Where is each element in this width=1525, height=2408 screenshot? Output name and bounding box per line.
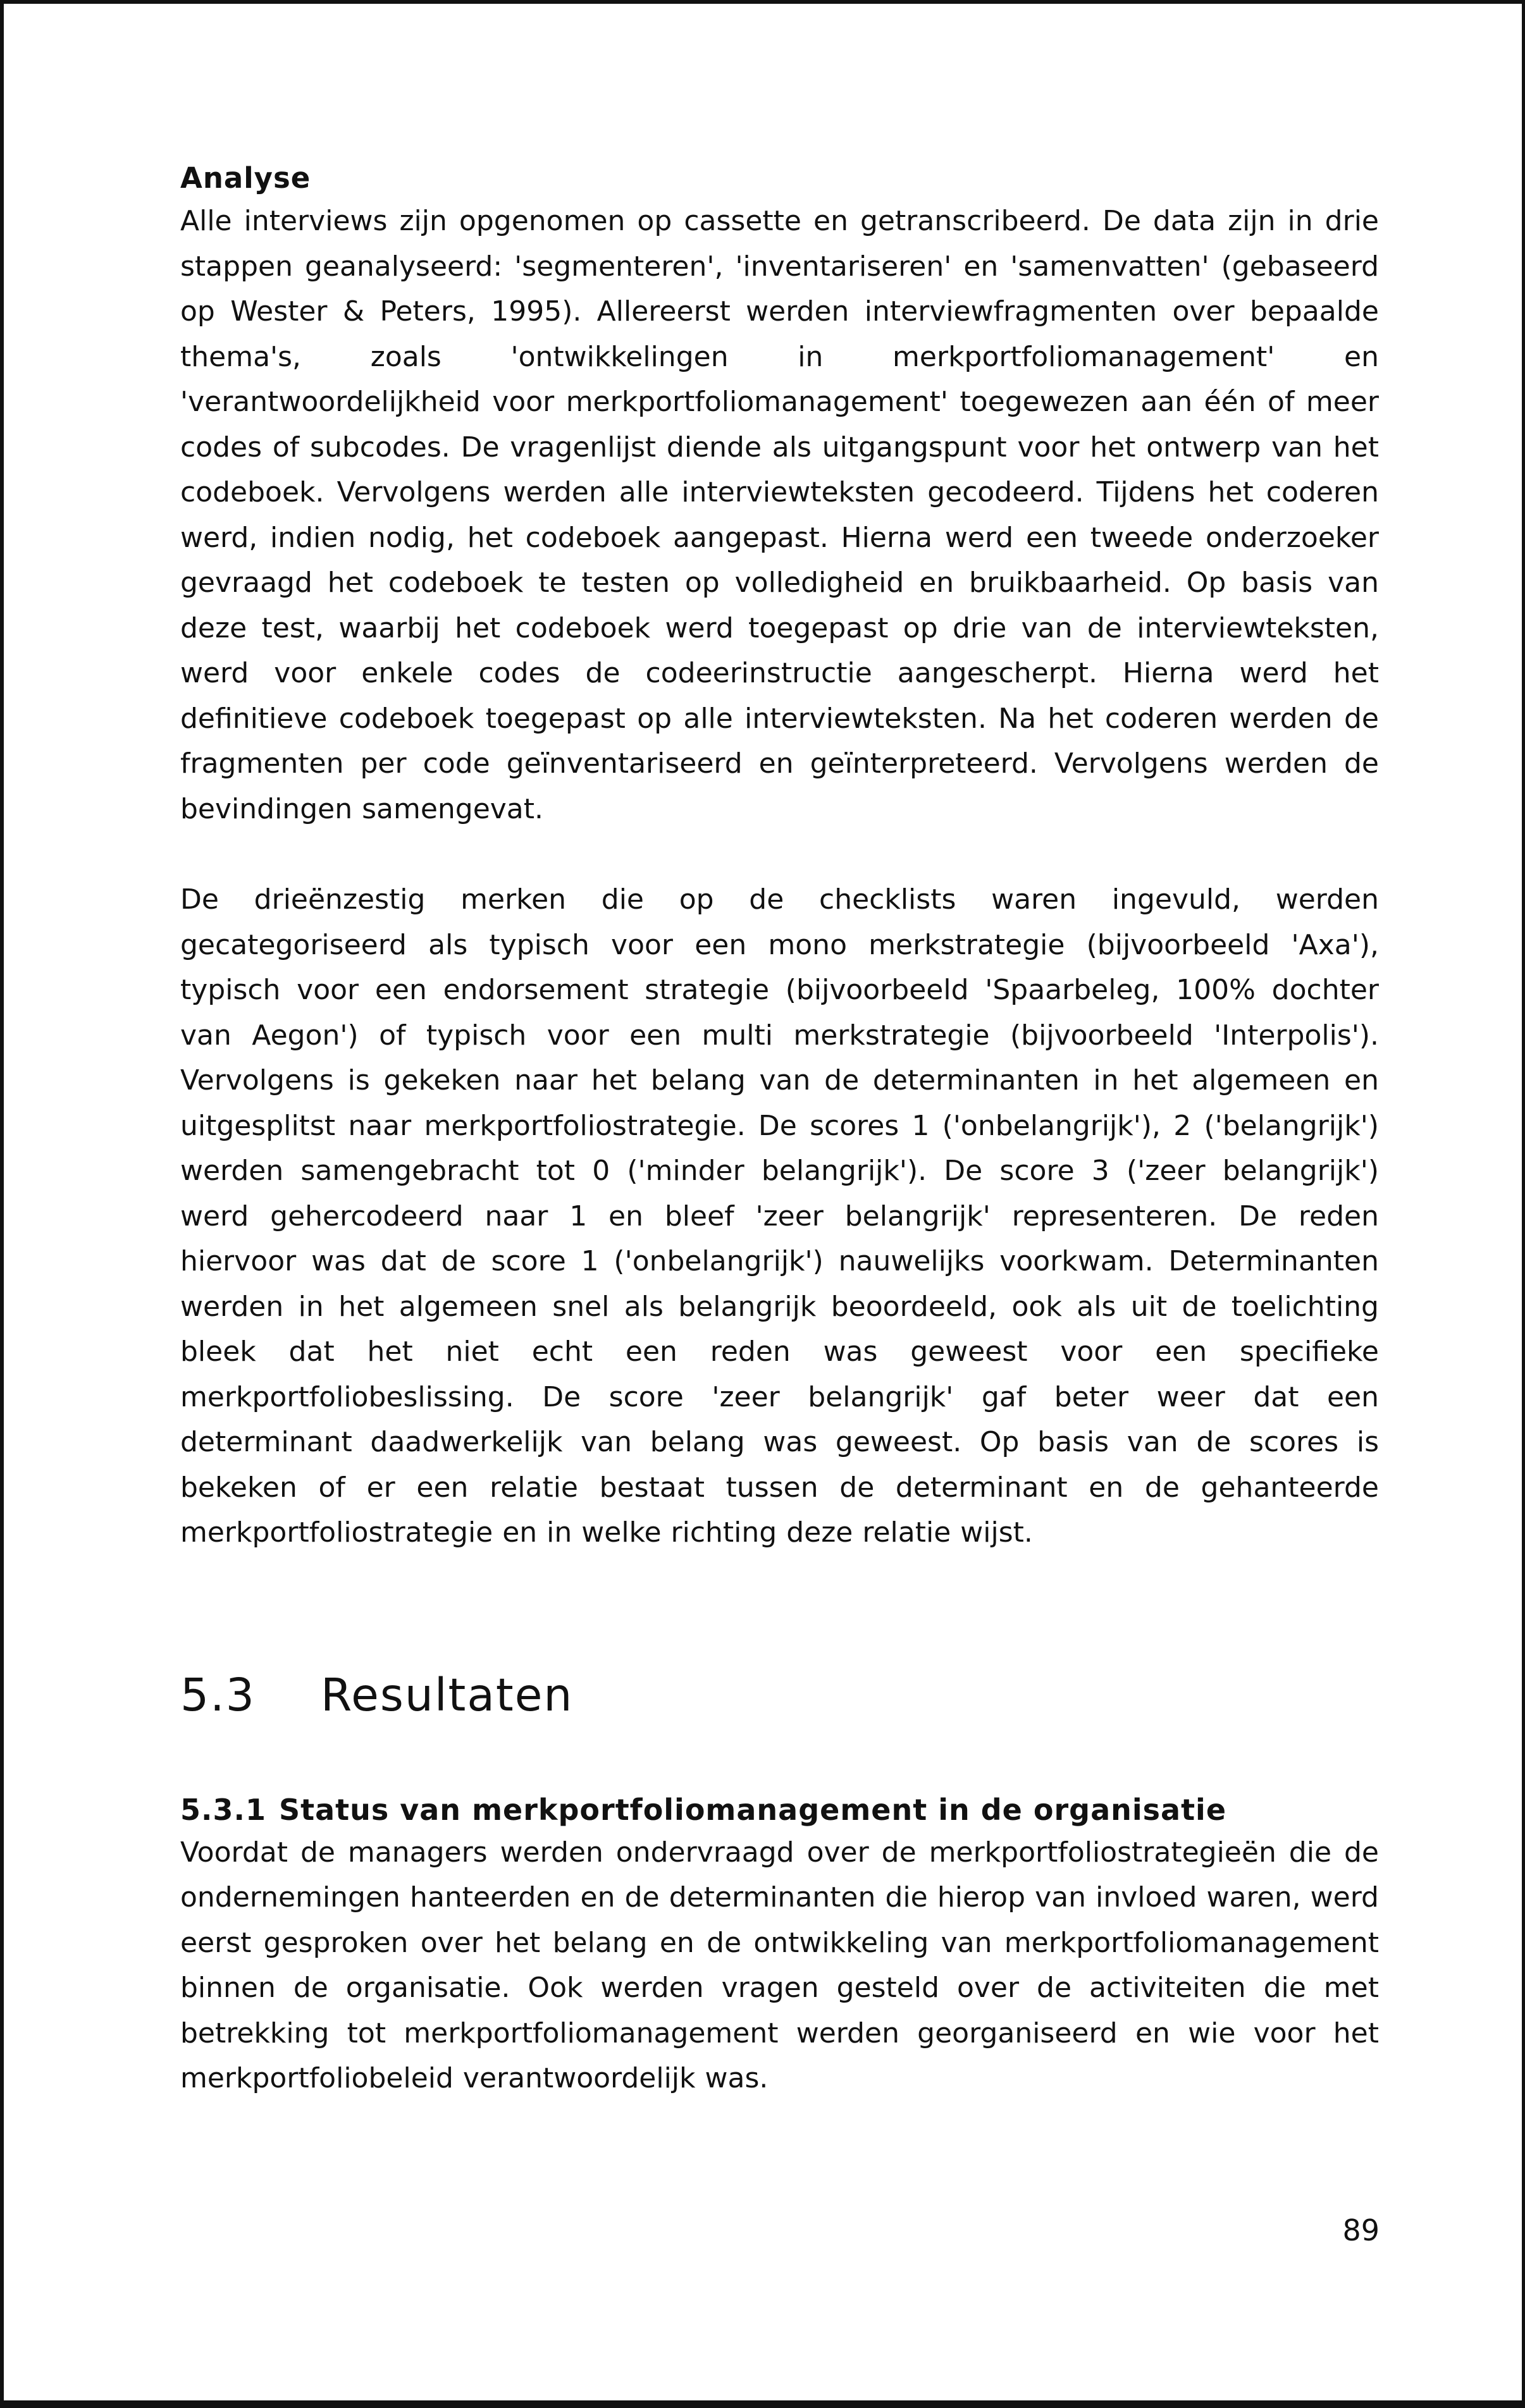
section-number: 5.3 (180, 1668, 256, 1721)
paragraph-spacer (180, 832, 1379, 877)
subsection-title: Status van merkportfoliomanagement in de organisatie (278, 1792, 1227, 1827)
page-content (180, 158, 1379, 2101)
subsection-number: 5.3.1 (180, 1792, 266, 1827)
analysis-paragraph-1: Alle interviews zijn opgenomen op cassette en getranscribeerd. De data zijn in drie stappen geanalyseerd: 'segmenteren', 'inventariseren' en 'samenvatten' (gebaseerd op Wester & Peters, 1995). Allereerst werden interviewfragmenten over bepaalde thema's, zoals 'ontwikkelingen in merkportfoliomanagement' en 'verantwoordelijkheid voor merkportfoliomanagement' toegewezen aan één of meer codes of subcodes. De vragenlijst diende als uitgangspunt voor het ontwerp van het codeboek. Vervolgens werden alle interviewteksten gecodeerd. Tijdens het coderen werd, indien nodig, het codeboek aangepast. Hierna werd een tweede onderzoeker gevraagd het codeboek te testen op volledigheid en bruikbaarheid. Op basis van deze test, waarbij het codeboek werd toegepast op drie van de interviewteksten, werd voor enkele codes de codeerinstructie aangescherpt. Hierna werd het definitieve codeboek toegepast op alle interviewteksten. Na het coderen werden de fragmenten per code geïnventariseerd en geïnterpreteerd. Vervolgens werden de bevindingen samengevat. (180, 205, 1379, 825)
page-number: 89 (1342, 2213, 1380, 2247)
subsection-paragraph: Voordat de managers werden ondervraagd over de merkportfoliostrategieën die de ondernemingen hanteerden en de determinanten die hierop van invloed waren, werd eerst gesproken over het belang en de ontwikkeling van merkportfoliomanagement binnen de organisatie. Ook werden vragen gesteld over de activiteiten die met betrekking tot merkportfoliomanagement werden georganiseerd en wie voor het merkportfoliobeleid verantwoordelijk was. (180, 1836, 1379, 2094)
subsection-heading (180, 1790, 1379, 1830)
section-title: Resultaten (321, 1668, 574, 1721)
analysis-paragraph-2: De drieënzestig merken die op de checklists waren ingevuld, werden gecategoriseerd als typisch voor een mono merkstrategie (bijvoorbeeld 'Axa'), typisch voor een endorsement strategie (bijvoorbeeld 'Spaarbeleg, 100% dochter van Aegon') of typisch voor een multi merkstrategie (bijvoorbeeld 'Interpolis'). Vervolgens is gekeken naar het belang van de determinanten in het algemeen en uitgesplitst naar merkportfoliostrategie. De scores 1 ('onbelangrijk'), 2 ('belangrijk') werden samengebracht tot 0 ('minder belangrijk'). De score 3 ('zeer belangrijk') werd gehercodeerd naar 1 en bleef 'zeer belangrijk' representeren. De reden hiervoor was dat de score 1 ('onbelangrijk') nauwelijks voorkwam. Determinanten werden in het algemeen snel als belangrijk beoordeeld, ook als uit de toelichting bleek dat het niet echt een reden was geweest voor een specifieke merkportfoliobeslissing. De score 'zeer belangrijk' gaf beter weer dat een determinant daadwerkelijk van belang was geweest. Op basis van de scores is bekeken of er een relatie bestaat tussen de determinant en de gehanteerde merkportfoliostrategie en in welke richting deze relatie wijst. (180, 883, 1379, 1549)
analysis-heading: Analyse (180, 161, 311, 195)
section-heading (180, 1667, 1379, 1724)
